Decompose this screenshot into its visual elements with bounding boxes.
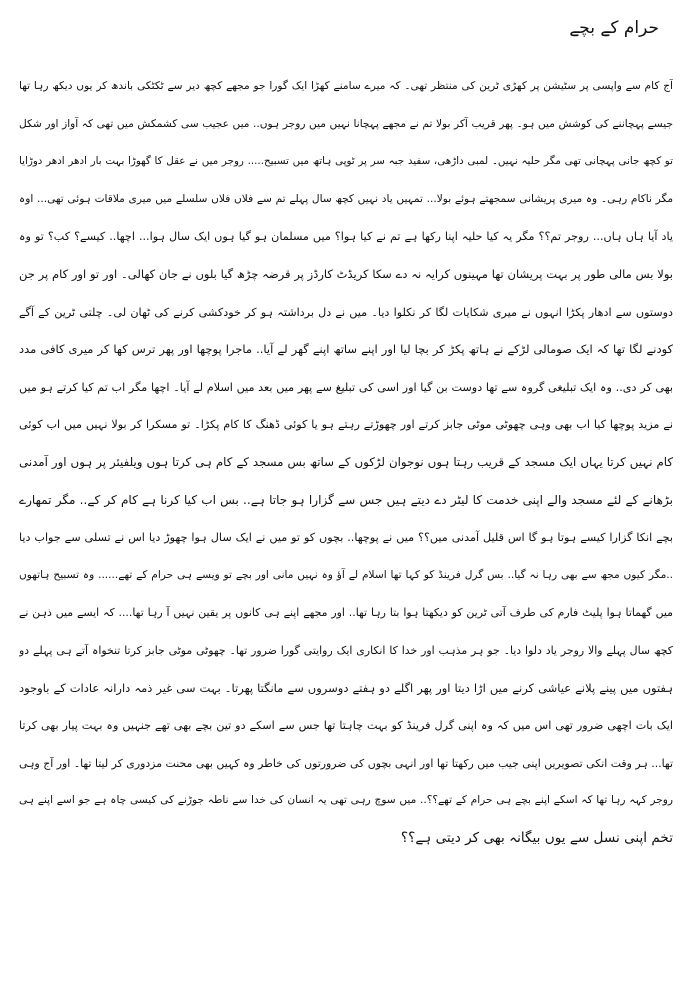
story-line: بڑھانے کے لئے مسجد والے اپنی خدمت کا لیٹر دے دیتے ہیں جس سے گزارا ہو جاتا ہے.. بس اب کیا کرنا ہے کام کر کے.. مگر تمھارے bbox=[19, 492, 673, 507]
story-line: دوستوں سے ادھار پکڑا انہوں نے میری شکایات لگا کر نکلوا دیا۔ میں نے دل برداشتہ ہو کر خودکشی کرنے کی ٹھان لی۔ چلتی ٹرین کے آگے bbox=[19, 305, 673, 319]
story-line: بھی کر دی.. وہ ایک تبلیغی گروہ سے تھا دوست بن گیا اور اسی کی تبلیغ سے پھر میں بعد میں اسلام لے آیا۔ اچھا مگر اب تم کیا کرتے ہو میں bbox=[19, 380, 673, 394]
story-line: روجر کہہ رہا تھا کہ اسکے اپنے بچے ہی حرام کے تھے؟؟.. میں سوچ رہی تھی یہ انسان کی خدا سے ناطہ جوڑنے کی کیسی چاہ ہے جو اسے اپنے ہی bbox=[19, 794, 673, 807]
story-line: تھا... ہر وقت انکی تصویریں اپنی جیب میں رکھتا تھا اور انہی بچوں کی ضرورتوں کی خاطر وہ کہیں بھی محنت مزدوری کر لیتا تھا۔ اور آج وہی bbox=[19, 756, 673, 770]
story-title: حرام کے بچے bbox=[569, 18, 659, 38]
story-line: بچے انکا گزارا کیسے ہوتا ہو گا اس قلیل آمدنی میں؟؟ میں نے پوچھا.. بچوں کو تو میں نے ایک سال ہوا چھوڑ دیا اس نے تسلی سے جواب دیا bbox=[19, 531, 673, 545]
story-line: آج کام سے واپسی پر سٹیشن پر کھڑی ٹرین کی منتظر تھی۔ کہ میرے سامنے کھڑا ایک گورا جو مجھے کچھ دیر سے ٹکٹکی باندھ کر یوں دیکھ رہا تھا bbox=[19, 80, 673, 92]
story-line: جیسے پہچاننے کی کوشش میں ہو۔ پھر قریب آکر بولا تم نے مجھے پہچانا نہیں میں روجر ہوں.. میں عجیب سی کشمکش میں تھی کہ آواز اور شکل bbox=[19, 117, 673, 130]
story-line: کام نہیں کرتا یہاں ایک مسجد کے قریب رہتا ہوں نوجوان لڑکوں کے ساتھ بس مسجد کے کام ہی کرتا ہوں ویلفیئر پر ہوں اور آمدنی bbox=[19, 454, 673, 469]
story-line: کودنے لگا تھا کہ ایک صومالی لڑکے نے ہاتھ پکڑ کر بچا لیا اور اپنے ساتھ اپنے گھر لے آیا.. ماجرا پوچھا اور پھر ترس کھا کر میری کافی مدد bbox=[19, 342, 673, 357]
story-line: ہفتوں میں پینے پلانے عیاشی کرنے میں اڑا دیتا اور پھر اگلے دو ہفتے دوسروں سے مانگتا پھرتا۔ بہت سی غیر ذمہ دارانہ عادات کے باوجود bbox=[19, 680, 673, 695]
story-line: یاد آیا ہاں ہاں... روجر تم؟؟ مگر یہ کیا حلیہ اپنا رکھا ہے تم نے کیا ہوا؟ میں مسلمان ہو گیا ہوں ایک سال ہوا... اچھا.. کیسے؟ کب؟ تو وہ bbox=[19, 230, 673, 244]
story-line: تخم اپنی نسل سے یوں بیگانہ بھی کر دیتی ہے؟؟ bbox=[400, 829, 673, 846]
story-line: میں گھماتا ہوا پلیٹ فارم کی طرف آتی ٹرین کو دیکھتا ہوا بتا رہا تھا.. اور مجھے اپنے ہی کانوں پر یقین نہیں آ رہا تھا.... کہ ایسے میں ذہن نے bbox=[19, 606, 673, 620]
story-line: ..مگر کیوں مجھ سے بھی رہا نہ گیا.. بس گرل فرینڈ کو کہا تھا اسلام لے آؤ وہ نہیں مانی اور بچے تو ویسے ہی حرام کے تھے...... وہ تسبیح ہاتھوں bbox=[19, 568, 673, 581]
story-line: ایک بات اچھی ضرور تھی اس میں کہ وہ اپنی گرل فرینڈ کو بہت چاہتا تھا جس سے اسکے دو تین بچے بھی تھے جنہیں وہ بہت پیار بھی کرتا bbox=[19, 719, 673, 733]
story-line: تو کچھ جانی پہچانی تھی مگر حلیہ نہیں۔ لمبی داڑھی، سفید جبہ سر پر ٹوپی ہاتھ میں تسبیح..... روجر میں نے عقل کا گھوڑا بہت بار ادھر ادھر دوڑایا bbox=[19, 155, 673, 168]
story-line: مگر ناکام رہی۔ وہ میری پریشانی سمجھتے ہوئے بولا... تمہیں یاد نہیں کچھ سال پہلے تم سے فلاں فلاں سلسلے میں میری ملاقات ہوئی تھی... اوہ bbox=[19, 192, 673, 205]
story-line: نے مزید پوچھا کیا اب بھی وہی چھوٹی موٹی جابز کرتے اور چھوڑتے رہتے ہو یا کوئی ڈھنگ کا کام پکڑا۔ تو مسکرا کر بولا نہیں میں اب کوئی bbox=[19, 418, 673, 432]
story-line: کچھ سال پہلے والا روجر یاد دلوا دیا۔ جو ہر مذہب اور خدا کا انکاری ایک روایتی گورا ضرور تھا۔ چھوٹی موٹی جابز کرتا تنخواہ آتے ہی پہلے دو bbox=[19, 643, 673, 657]
story-body bbox=[19, 68, 673, 857]
story-line: بولا بس مالی طور پر بہت پریشان تھا مہینوں کرایہ نہ دے سکا کریڈٹ کارڈز پر قرضہ چڑھ گیا بلوں نے جان کھالی۔ اور تو اور کام پر جن bbox=[19, 266, 673, 281]
